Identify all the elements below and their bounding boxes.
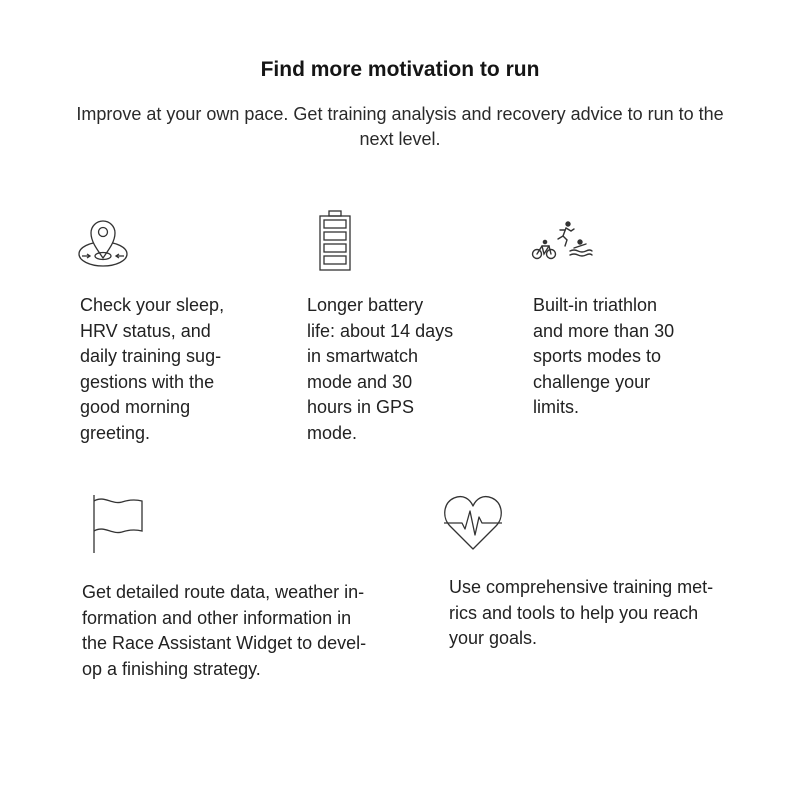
text-line: greeting.: [80, 422, 151, 443]
text-line: mode and 30: [307, 371, 413, 392]
text-line: Check your sleep,: [80, 295, 225, 315]
page-subtitle: Improve at your own pace. Get training analysis and recovery advice to run to the next level.: [76, 104, 724, 149]
text-line: hours in GPS: [307, 397, 415, 417]
text-line: the Race Assistant Widget to devel-: [82, 633, 367, 653]
text-line: mode.: [307, 422, 358, 443]
text-line: daily training sug-: [80, 346, 222, 366]
text-line: Longer battery: [307, 295, 424, 315]
heart-rate-icon: [442, 493, 504, 553]
text-line: Use comprehensive training met-: [449, 577, 714, 597]
text-line: your goals.: [449, 628, 538, 648]
feature-text-sleep: [80, 293, 280, 446]
text-line: and more than 30: [533, 320, 675, 341]
feature-text-metrics: [449, 575, 769, 652]
text-line: challenge your: [533, 371, 651, 392]
text-line: HRV status, and: [80, 320, 211, 341]
feature-text-route: [82, 580, 432, 682]
text-line: rics and tools to help you reach: [449, 602, 699, 623]
text-line: sports modes to: [533, 346, 662, 366]
text-line: gestions with the: [80, 371, 215, 392]
text-line: Built-in triathlon: [533, 295, 658, 315]
page-title: Find more motivation to run: [260, 58, 540, 81]
text-line: life: about 14 days: [307, 320, 454, 341]
text-line: limits.: [533, 397, 579, 417]
battery-icon: [318, 210, 352, 272]
text-line: formation and other information in: [82, 607, 352, 628]
location-pin-icon: [76, 212, 130, 270]
text-line: good morning: [80, 397, 191, 417]
text-line: in smartwatch: [307, 346, 419, 366]
feature-text-battery: [307, 293, 507, 446]
text-line: Get detailed route data, weather in-: [82, 582, 365, 602]
flag-icon: [90, 493, 146, 555]
text-line: op a finishing strategy.: [82, 658, 261, 679]
triathlon-icon: [530, 220, 594, 262]
feature-text-triathlon: [533, 293, 753, 421]
